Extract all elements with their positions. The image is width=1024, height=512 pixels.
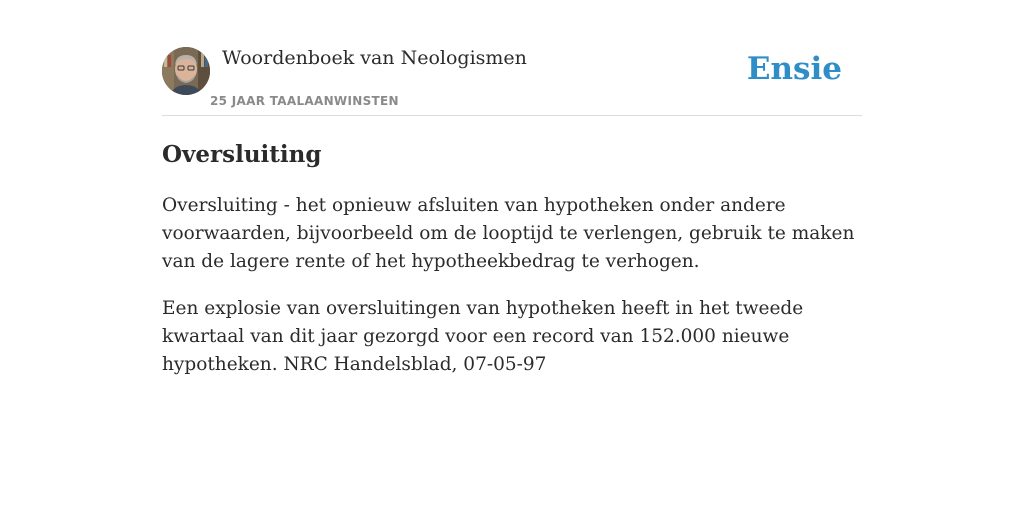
header <box>162 0 862 116</box>
brand-logo[interactable]: Ensie <box>746 51 842 87</box>
site-subtitle: 25 JAAR TAALAANWINSTEN <box>210 94 399 108</box>
entry-example: Een explosie van oversluitingen van hypotheken heeft in het tweede kwartaal van dit jaar gezorgd voor een record van 152.000 nieuwe hypotheken. NRC Handelsblad, 07-05-97 <box>162 298 804 375</box>
entry-title: Oversluiting <box>162 141 322 168</box>
author-portrait-icon <box>162 47 210 95</box>
page-container <box>162 0 862 512</box>
site-title[interactable]: Woordenboek van Neologismen <box>222 47 527 69</box>
entry-definition: Oversluiting - het opnieuw afsluiten van hypotheken onder andere voorwaarden, bijvoorbeeld om de looptijd te verlengen, gebruik te maken van de lagere rente of het hypotheekbedrag te verhogen. <box>162 195 855 272</box>
author-avatar[interactable] <box>162 47 210 95</box>
